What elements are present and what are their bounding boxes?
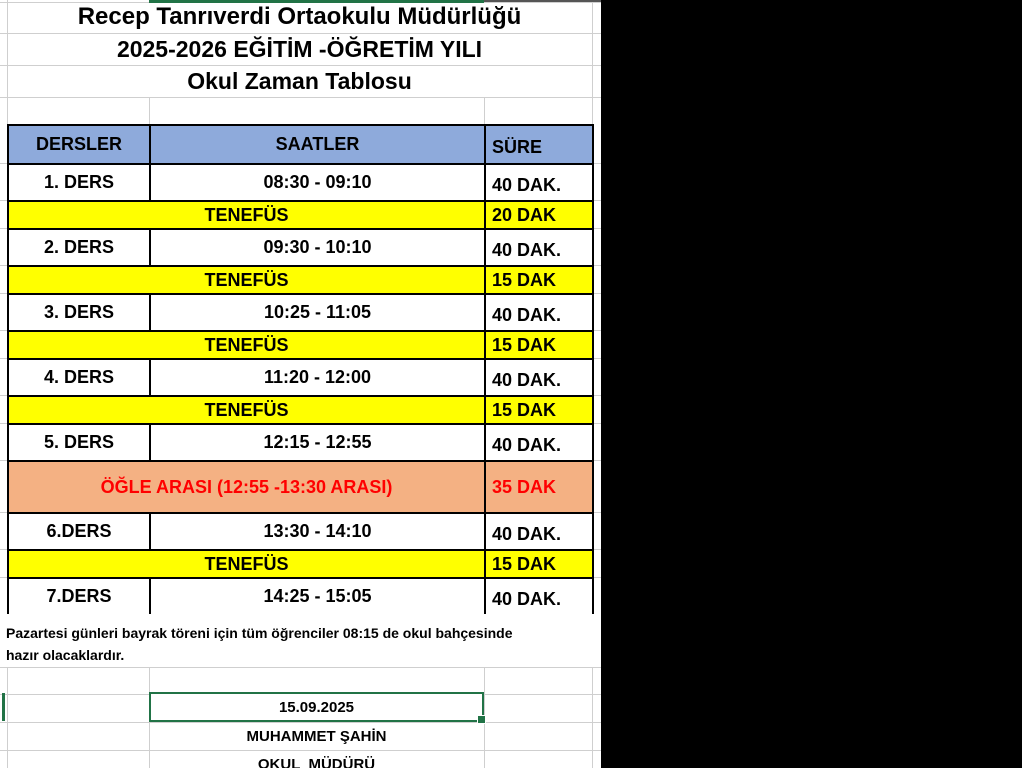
cell-lesson-duration[interactable]: 40 DAK. [485, 229, 593, 266]
cell-lesson-time[interactable]: 14:25 - 15:05 [150, 578, 485, 615]
cell-lesson-name[interactable]: 1. DERS [8, 164, 150, 201]
cell-lesson-duration[interactable]: 40 DAK. [485, 578, 593, 615]
cell-lesson-time[interactable]: 11:20 - 12:00 [150, 359, 485, 396]
schedule-row-lunch [8, 461, 593, 513]
cell-break-label[interactable]: TENEFÜS [8, 550, 485, 578]
principal-role-cell[interactable]: OKUL MÜDÜRÜ [257, 755, 376, 768]
row-selection-indicator [2, 693, 5, 721]
schedule-row-lesson [8, 164, 593, 201]
header-saatler[interactable]: SAATLER [150, 125, 485, 164]
title-table[interactable]: Okul Zaman Tablosu [187, 67, 412, 94]
title-school[interactable]: Recep Tanrıverdi Ortaokulu Müdürlüğü [77, 3, 522, 30]
gridline [0, 97, 601, 98]
cell-lesson-name[interactable]: 7.DERS [8, 578, 150, 615]
flag-ceremony-note [0, 614, 601, 667]
cell-lesson-duration[interactable]: 40 DAK. [485, 164, 593, 201]
date-text: 15.09.2025 [278, 698, 355, 716]
cell-lunch-duration[interactable]: 35 DAK [485, 461, 593, 513]
cell-lesson-duration[interactable]: 40 DAK. [485, 424, 593, 461]
cell-break-duration[interactable]: 15 DAK [485, 331, 593, 359]
cell-lesson-time[interactable]: 09:30 - 10:10 [150, 229, 485, 266]
schedule-row-lesson [8, 424, 593, 461]
gridline [592, 0, 593, 124]
cell-lesson-time[interactable]: 12:15 - 12:55 [150, 424, 485, 461]
cell-break-label[interactable]: TENEFÜS [8, 331, 485, 359]
cell-lesson-name[interactable]: 5. DERS [8, 424, 150, 461]
cell-lesson-duration[interactable]: 40 DAK. [485, 294, 593, 331]
schedule-row-break [8, 201, 593, 229]
selected-cell-date[interactable] [149, 692, 484, 722]
cell-break-duration[interactable]: 15 DAK [485, 550, 593, 578]
cell-lesson-time[interactable]: 08:30 - 09:10 [150, 164, 485, 201]
cell-lesson-name[interactable]: 4. DERS [8, 359, 150, 396]
gridline [149, 97, 150, 124]
schedule-row-break [8, 550, 593, 578]
cell-lesson-duration[interactable]: 40 DAK. [485, 513, 593, 550]
cell-break-label[interactable]: TENEFÜS [8, 201, 485, 229]
title-year[interactable]: 2025-2026 EĞİTİM -ÖĞRETİM YILI [116, 35, 483, 62]
cell-lesson-name[interactable]: 6.DERS [8, 513, 150, 550]
principal-name-cell[interactable]: MUHAMMET ŞAHİN [246, 727, 387, 745]
schedule-row-lesson [8, 229, 593, 266]
schedule-row-lesson [8, 359, 593, 396]
header-sure[interactable]: SÜRE [485, 125, 593, 164]
cell-lunch-label[interactable]: ÖĞLE ARASI (12:55 -13:30 ARASI) [8, 461, 485, 513]
schedule-table [7, 124, 594, 616]
schedule-row-break [8, 331, 593, 359]
schedule-row-break [8, 396, 593, 424]
gridline [484, 97, 485, 124]
schedule-header-row [8, 125, 593, 164]
cell-lesson-time[interactable]: 10:25 - 11:05 [150, 294, 485, 331]
cell-break-label[interactable]: TENEFÜS [8, 396, 485, 424]
schedule-body [8, 125, 593, 615]
cell-lesson-duration[interactable]: 40 DAK. [485, 359, 593, 396]
gridline [149, 667, 150, 692]
gridline [0, 667, 601, 668]
cell-break-duration[interactable]: 20 DAK [485, 201, 593, 229]
schedule-row-lesson [8, 513, 593, 550]
cell-break-duration[interactable]: 15 DAK [485, 266, 593, 294]
schedule-row-break [8, 266, 593, 294]
note-text: Pazartesi günleri bayrak töreni için tüm öğrenciler 08:15 de okul bahçesinde hazır olacaklardır. [6, 625, 513, 663]
schedule-row-lesson [8, 294, 593, 331]
cell-break-label[interactable]: TENEFÜS [8, 266, 485, 294]
header-dersler[interactable]: DERSLER [8, 125, 150, 164]
cell-lesson-time[interactable]: 13:30 - 14:10 [150, 513, 485, 550]
cell-lesson-name[interactable]: 3. DERS [8, 294, 150, 331]
schedule-row-lesson [8, 578, 593, 615]
cell-break-duration[interactable]: 15 DAK [485, 396, 593, 424]
cell-lesson-name[interactable]: 2. DERS [8, 229, 150, 266]
